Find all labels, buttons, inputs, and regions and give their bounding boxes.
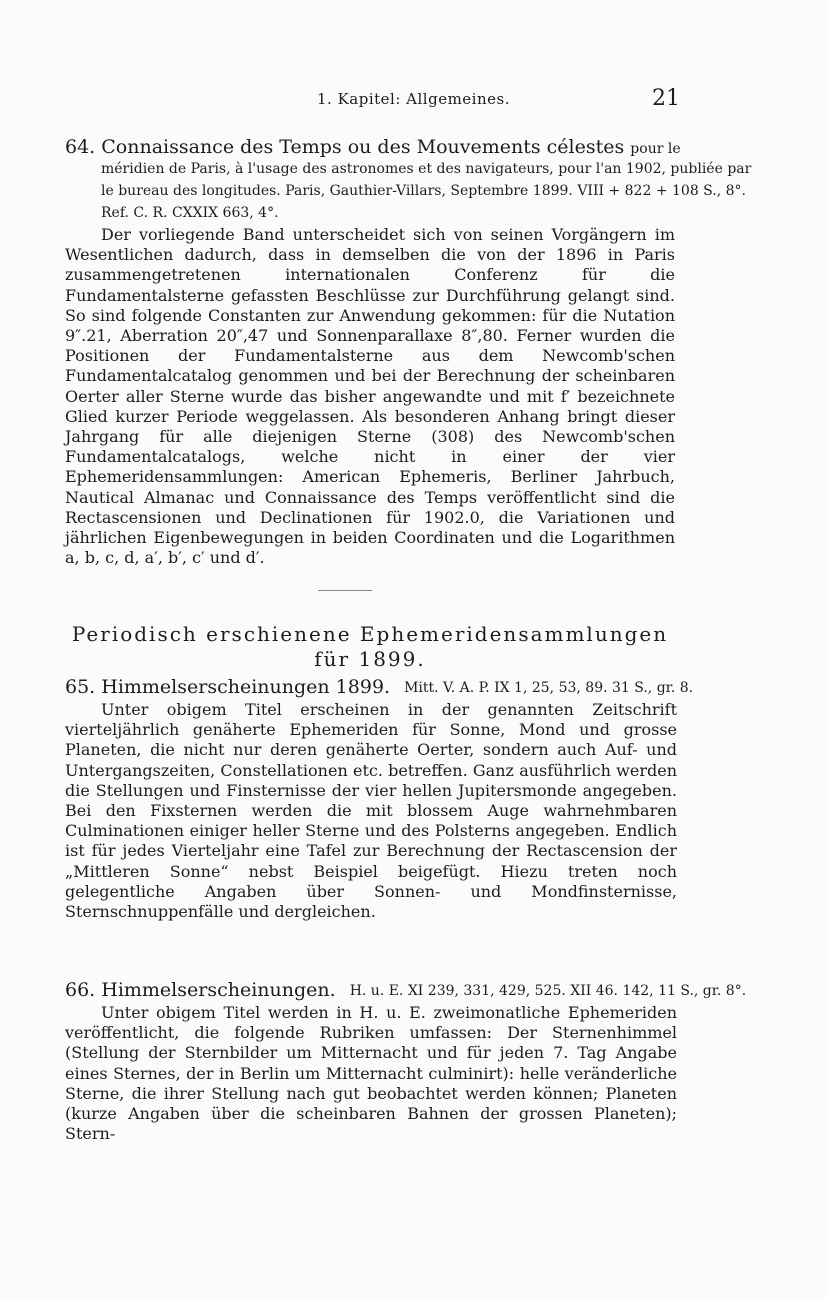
- running-header: 1. Kapitel: Allgemeines.: [317, 90, 510, 108]
- entry-65-body: Unter obigem Titel erscheinen in der genannten Zeitschrift vierteljährlich genäherte Ephemeriden für Sonne, Mond und grosse Planeten, die nicht nur deren genäherte Oerter, sondern auch Auf- und Untergangszeiten, Constellationen etc. betreffen. Ganz ausführlich werden die Stellungen und Finsternisse der vier hellen Jupitersmonde angegeben. Bei den Fixsternen werden die mit blossem Auge wahrnehmbaren Culminationen einiger heller Sterne und des Polsterns angegeben. Endlich ist für jedes Vierteljahr eine Tafel zur Berechnung der Rectascension der „Mittleren Sonne“ nebst Beispiel beigefügt. Hiezu treten noch gelegentliche Angaben über Sonnen- und Mondfinsternisse, Sternschnuppenfälle und dergleichen.: [65, 700, 677, 922]
- entry-66-body: Unter obigem Titel werden in H. u. E. zweimonatliche Ephemeriden veröffentlicht, die folgende Rubriken umfassen: Der Sternenhimmel (Stellung der Sternbilder um Mitternacht und für jeden 7. Tag Angabe eines Sternes, der in Berlin um Mitternacht culminirt): helle veränderliche Sterne, die ihrer Stellung nach gut beobachtet werden können; Planeten (kurze Angaben über die scheinbaren Bahnen der grossen Planeten); Stern-: [65, 1003, 677, 1144]
- section-title-line-2: für 1899.: [314, 647, 426, 671]
- section-title-line-1: Periodisch erschienene Ephemeridensammlungen: [71, 622, 669, 646]
- entry-65-reference: Mitt. V. A. P. IX 1, 25, 53, 89. 31 S., gr. 8.: [404, 680, 694, 696]
- entry-66-reference: H. u. E. XI 239, 331, 429, 525. XII 46. 142, 11 S., gr. 8°.: [349, 983, 747, 999]
- entry-64-body: Der vorliegende Band unterscheidet sich von seinen Vorgängern im Wesentlichen dadurch, dass in demselben die von der 1896 in Paris zusammengetretenen internationalen Conferenz für die Fundamentalsterne gefassten Beschlüsse zur Durchführung gelangt sind. So sind folgende Constanten zur Anwendung gekommen: für die Nutation 9″.21, Aberration 20″,47 und Sonnenparallaxe 8″,80. Ferner wurden die Positionen der Fundamentalsterne aus dem Newcomb'schen Fundamentalcatalog genommen und bei der Berechnung der scheinbaren Oerter aller Sterne wurde das bisher angewandte und mit f′ bezeichnete Glied kurzer Periode weggelassen. Als besonderen Anhang bringt dieser Jahrgang für alle diejenigen Sterne (308) des Newcomb'schen Fundamentalcatalogs, welche nicht in einer der vier Ephemeridensammlungen: American Ephemeris, Berliner Jahrbuch, Nautical Almanac und Connaissance des Temps veröffentlicht sind die Rectascensionen und Declinationen für 1902.0, die Variationen und jährlichen Eigenbewegungen in beiden Coordinaten und die Logarithmen a, b, c, d, a′, b′, c′ und d′.: [65, 225, 675, 568]
- entry-64-reference: méridien de Paris, à l'usage des astronomes et des navigateurs, pour l'an 1902, publiée par le bureau des longitudes. Paris, Gauthier-Villars, Septembre 1899. VIII + 822 + 108 S., 8°. Ref. C. R. CXXIX 663, 4°.: [101, 161, 752, 221]
- entry-66-heading: 66. Himmelserscheinungen.: [65, 979, 336, 1001]
- section-divider: [318, 590, 372, 591]
- entry-65-heading: 65. Himmelserscheinungen 1899.: [65, 676, 391, 698]
- entry-64-title: 64. Connaissance des Temps ou des Mouvements célestes: [65, 136, 625, 158]
- page-number: 21: [652, 86, 680, 111]
- entry-64-heading-tail: pour le: [630, 141, 681, 157]
- section-title: [0, 622, 740, 672]
